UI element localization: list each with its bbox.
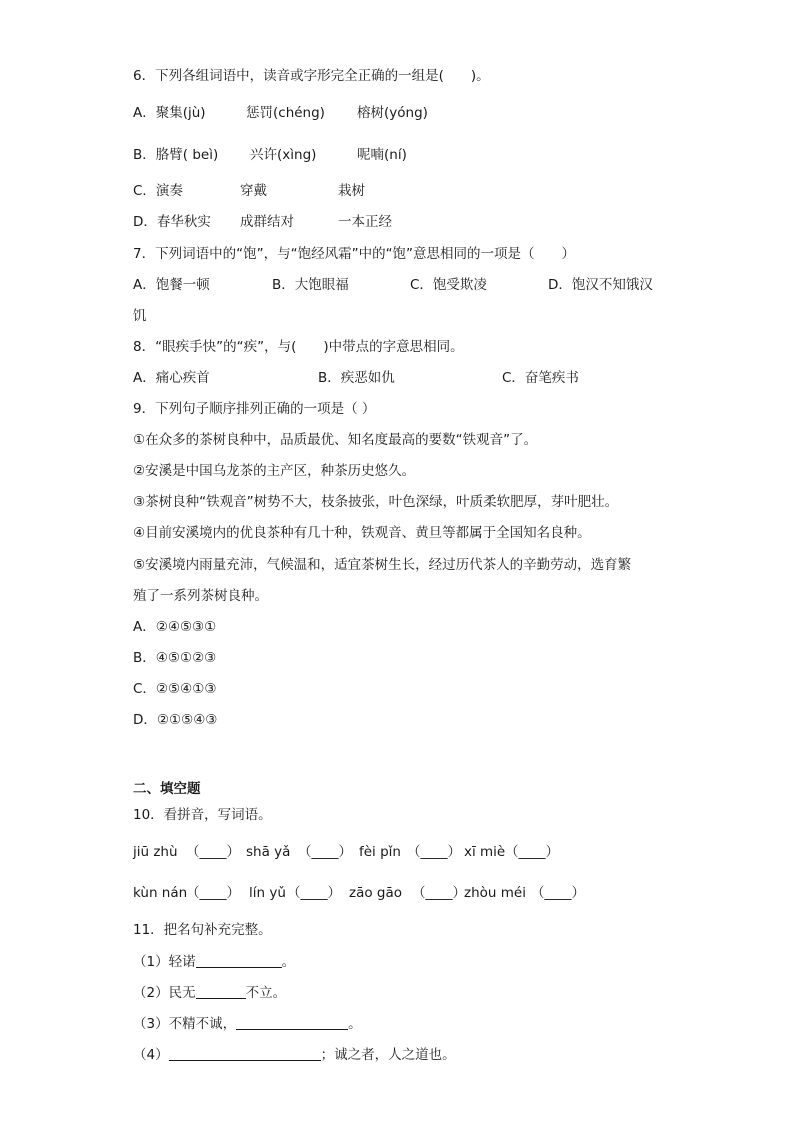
q11-item-3-num: （3）: [133, 1016, 169, 1032]
q9-option-c: C．②⑤④①③: [133, 681, 217, 697]
q11-item-3-after: 。: [348, 1016, 362, 1032]
q9-sentence-3: ③茶树良种“铁观音”树势不大，枝条披张，叶色深绿，叶质柔软肥厚，芽叶肥壮。: [133, 494, 619, 510]
q6-option-d-3: 一本正经: [338, 214, 392, 230]
q6-option-c-2: 穿戴: [240, 183, 267, 199]
q11-item-1-num: （1）: [133, 954, 169, 970]
q9-sentence-4: ④目前安溪境内的优良茶种有几十种，铁观音、黄旦等都属于全国知名良种。: [133, 525, 591, 541]
q10-pinyin-5: kùn nán: [133, 885, 188, 901]
q7-option-b: B．大饱眼福: [272, 277, 349, 293]
q8-option-a: A．痛心疾首: [133, 370, 210, 386]
q7-option-a: A．饱餐一顿: [133, 277, 210, 293]
q9-option-a: A．②④⑤③①: [133, 619, 217, 635]
q11-item-1-after: 。: [281, 954, 296, 970]
q11-item-1: [133, 952, 295, 972]
q10-blank-3: （____）: [407, 844, 461, 860]
q9-sentence-1: ①在众多的茶树良种中，品质最优、知名度最高的要数“铁观音”了。: [133, 432, 538, 448]
q10-blank-7: （____）: [412, 885, 466, 901]
q10-blank-1: （____）: [186, 844, 240, 860]
q10-pinyin-8: zhòu méi: [464, 885, 526, 901]
q11-item-1-blank[interactable]: [196, 953, 282, 968]
q10-pinyin-6: lín yǔ: [249, 885, 286, 901]
q11-item-2-num: （2）: [133, 985, 169, 1001]
q9-option-d: D．②①⑤④③: [133, 712, 218, 728]
q8-stem: 8．“眼疾手快”的“疾”，与( )中带点的字意思相同。: [133, 339, 464, 355]
q10-blank-2: （____）: [298, 844, 352, 860]
q9-sentence-2: ②安溪是中国乌龙茶的主产区，种茶历史悠久。: [133, 463, 416, 479]
q10-pinyin-3: fèi pǐn: [359, 844, 401, 860]
q6-option-c-1: C．演奏: [133, 183, 183, 199]
q11-item-2: [133, 983, 286, 1003]
q7-option-d-wrap: 饥: [133, 308, 147, 324]
q10-pinyin-4: xī miè: [464, 844, 506, 860]
q7-option-d: D．饱汉不知饿汉: [548, 277, 653, 293]
q10-pinyin-7: zāo gāo: [349, 885, 403, 901]
q10-blank-8: （____）: [531, 885, 585, 901]
q10-pinyin-2: shā yǎ: [246, 844, 291, 860]
q10-blank-4: （____）: [505, 844, 559, 860]
q11-item-3: [133, 1014, 362, 1034]
q11-item-4: [133, 1045, 456, 1065]
q9-sentence-5-wrap: 殖了一系列茶树良种。: [133, 588, 268, 604]
q11-stem: 11．把名句补充完整。: [133, 922, 272, 938]
q6-stem: 6．下列各组词语中，读音或字形完全正确的一组是( )。: [133, 68, 490, 84]
section-title: 二、填空题: [133, 781, 201, 797]
q9-option-b: B．④⑤①②③: [133, 650, 217, 666]
q11-item-2-before: 民无: [168, 985, 196, 1001]
q11-item-1-before: 轻诺: [168, 954, 196, 970]
q6-option-a-1: A．聚集(jù): [133, 105, 206, 121]
q9-sentence-5: ⑤安溪境内雨量充沛，气候温和，适宜茶树生长，经过历代茶人的辛勤劳动，选育繁: [133, 557, 632, 573]
q6-option-a-2: 惩罚(chéng): [246, 105, 325, 121]
q11-item-4-blank[interactable]: [169, 1046, 321, 1061]
q8-option-b: B．疾恶如仇: [318, 370, 395, 386]
q6-option-a-3: 榕树(yóng): [357, 105, 428, 121]
q9-stem: 9．下列句子顺序排列正确的一项是（ ）: [133, 401, 376, 417]
q11-item-3-before: 不精不诚，: [168, 1016, 237, 1032]
q6-option-d-1: D．春华秋实: [133, 214, 211, 230]
q6-option-b-1: B．胳臂( beì): [133, 147, 219, 163]
q6-option-b-3: 呢喃(ní): [357, 147, 407, 163]
q10-pinyin-1: jiū zhù: [133, 844, 178, 860]
q10-blank-5: （____）: [186, 885, 240, 901]
q11-item-3-blank[interactable]: [236, 1015, 348, 1030]
q7-stem: 7．下列词语中的“饱”，与“饱经风霜”中的“饱”意思相同的一项是（ ）: [133, 246, 576, 262]
q6-option-c-3: 栽树: [338, 183, 365, 199]
q6-option-b-2: 兴许(xìng): [250, 147, 317, 163]
q7-option-c: C．饱受欺凌: [410, 277, 487, 293]
q6-option-d-2: 成群结对: [240, 214, 294, 230]
q10-blank-6: （____）: [287, 885, 341, 901]
q11-item-4-after: ；诚之者，人之道也。: [320, 1047, 456, 1063]
q10-stem: 10．看拼音，写词语。: [133, 807, 272, 823]
q11-item-2-blank[interactable]: [196, 984, 246, 999]
q11-item-2-after: 不立。: [245, 985, 287, 1001]
q8-option-c: C．奋笔疾书: [502, 370, 579, 386]
q11-item-4-num: （4）: [133, 1047, 169, 1063]
